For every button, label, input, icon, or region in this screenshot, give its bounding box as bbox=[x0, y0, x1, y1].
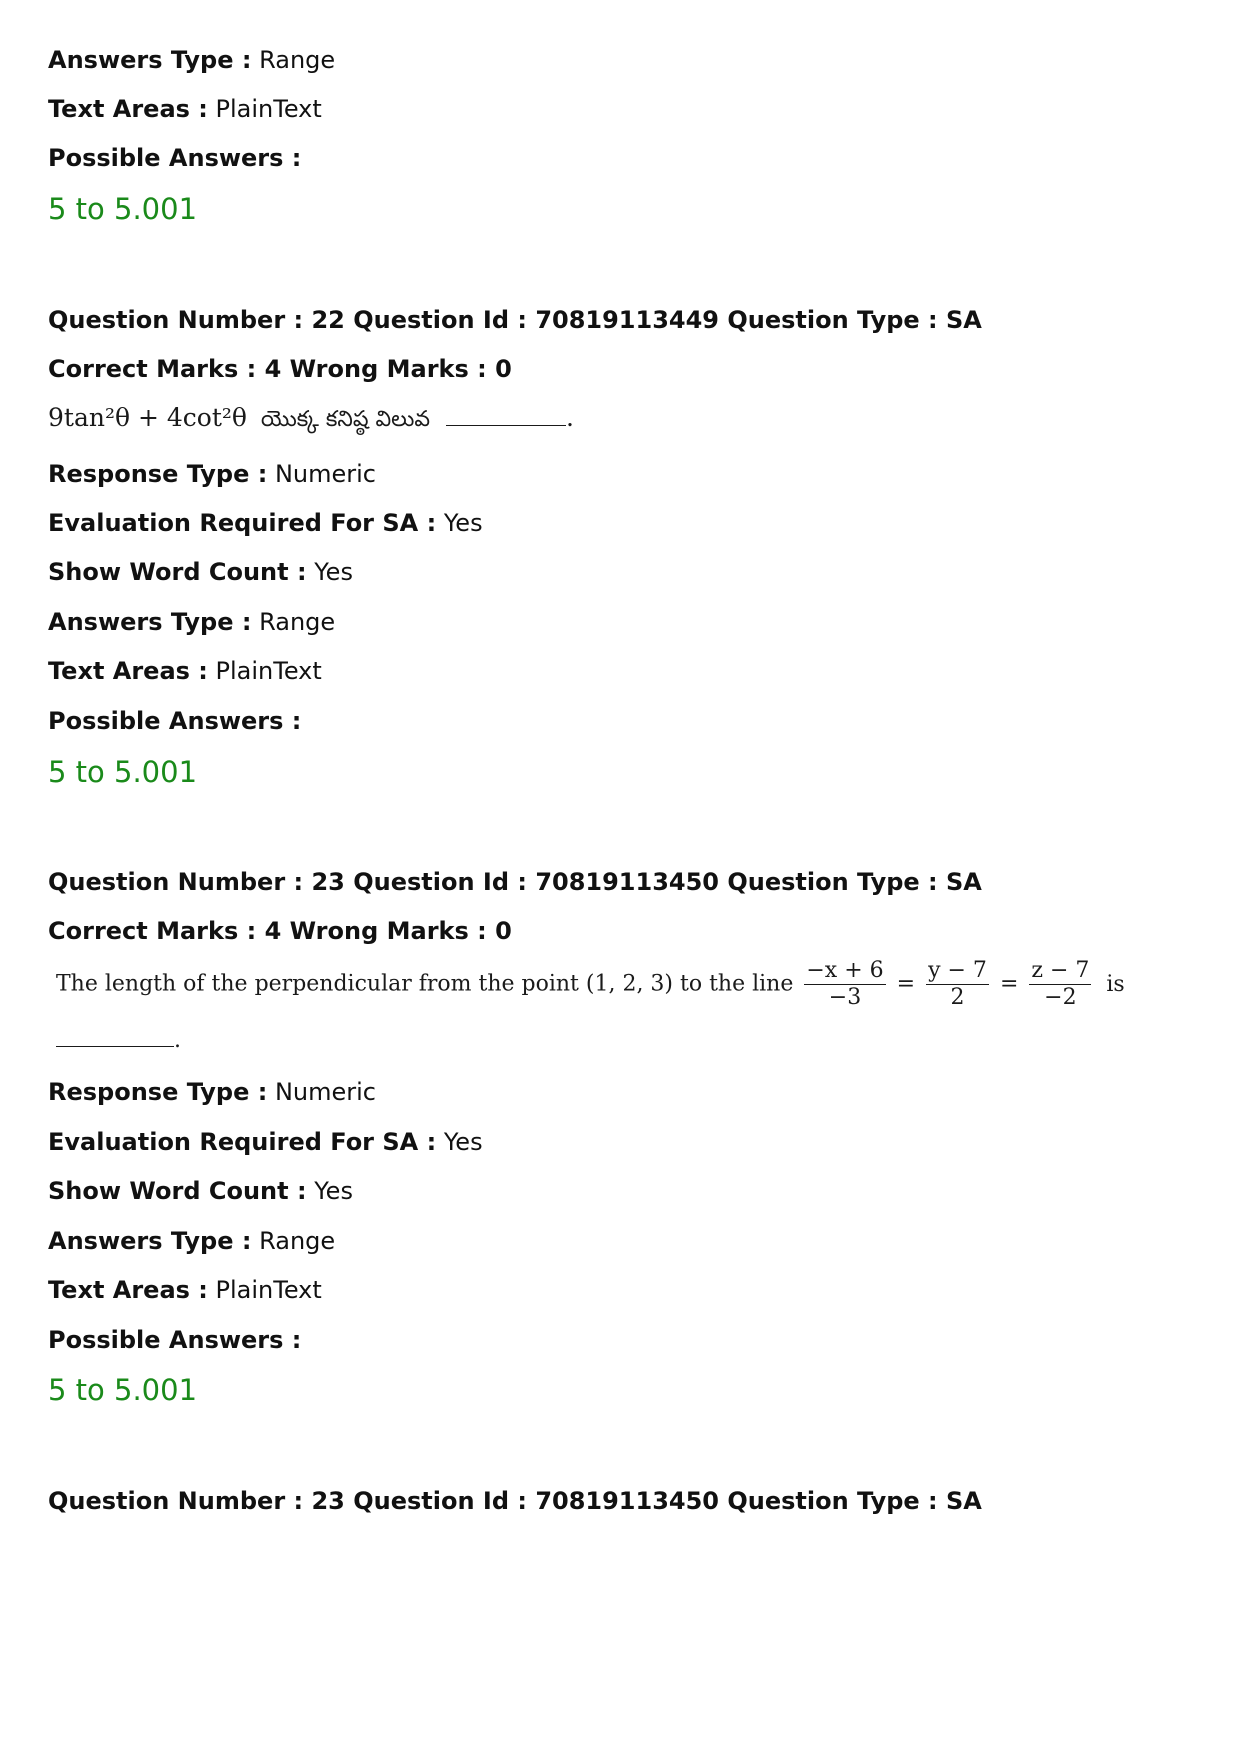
show-word-count-value: Yes bbox=[314, 558, 353, 586]
text-areas-value: PlainText bbox=[215, 1276, 322, 1304]
possible-answers-value: 5 to 5.001 bbox=[48, 755, 198, 789]
evaluation-required-label: Evaluation Required For SA : bbox=[48, 509, 437, 537]
text-areas-label: Text Areas : bbox=[48, 1276, 208, 1304]
text-areas-value: PlainText bbox=[215, 657, 322, 685]
answers-type-label: Answers Type : bbox=[48, 1227, 252, 1255]
response-type-value: Numeric bbox=[274, 460, 376, 488]
text-areas-label: Text Areas : bbox=[48, 95, 208, 123]
fraction-3-denominator: −2 bbox=[1044, 985, 1077, 1010]
answers-type-label: Answers Type : bbox=[48, 608, 252, 636]
question-text: 9tan²θ + 4cot²θ యొక్క కనిష్ఠ విలువ . bbox=[48, 403, 574, 432]
text-areas-row bbox=[48, 1275, 322, 1305]
evaluation-required-value: Yes bbox=[443, 1128, 483, 1156]
text-areas-row bbox=[48, 94, 322, 124]
question-text: The length of the perpendicular from the point (1, 2, 3) to the line $\frac{-x + 6}{-3}$ = $\frac{y - 7}{2}$ = $\frac{z - 7}{-2}$ is bbox=[56, 958, 1125, 1010]
possible-answers-value: 5 to 5.001 bbox=[48, 192, 198, 226]
answer-blank bbox=[56, 1046, 174, 1047]
question-telugu: యొక్క కనిష్ఠ విలువ bbox=[260, 407, 431, 432]
answer-blank bbox=[446, 425, 566, 426]
response-type-row bbox=[48, 1077, 376, 1107]
response-type-label: Response Type : bbox=[48, 460, 268, 488]
show-word-count-row bbox=[48, 557, 353, 587]
fraction-2-denominator: 2 bbox=[950, 985, 965, 1010]
question-header: Question Number : 22 Question Id : 70819113449 Question Type : SA bbox=[48, 306, 982, 334]
evaluation-required-row bbox=[48, 508, 483, 538]
marks-line: Correct Marks : 4 Wrong Marks : 0 bbox=[48, 355, 512, 383]
question-sentence: The length of the perpendicular from the point (1, 2, 3) to the line bbox=[56, 971, 794, 997]
response-type-label: Response Type : bbox=[48, 1078, 268, 1106]
answers-type-row bbox=[48, 607, 335, 637]
answers-type-row bbox=[48, 1226, 335, 1256]
response-type-value: Numeric bbox=[274, 1078, 376, 1106]
marks-line: Correct Marks : 4 Wrong Marks : 0 bbox=[48, 917, 512, 945]
fraction-3-numerator: z − 7 bbox=[1031, 958, 1090, 983]
fraction-1 bbox=[804, 958, 885, 1011]
question-header: Question Number : 23 Question Id : 70819113450 Question Type : SA bbox=[48, 868, 982, 896]
text-areas-value: PlainText bbox=[215, 95, 322, 123]
fraction-1-numerator: −x + 6 bbox=[806, 958, 884, 983]
question-tail: is bbox=[1106, 971, 1125, 997]
answers-type-value: Range bbox=[259, 1227, 336, 1255]
fraction-3 bbox=[1029, 958, 1091, 1011]
possible-answers-label: Possible Answers : bbox=[48, 1326, 302, 1354]
question-math: 9tan²θ + 4cot²θ bbox=[48, 403, 247, 432]
fraction-2 bbox=[926, 958, 989, 1011]
evaluation-required-value: Yes bbox=[443, 509, 483, 537]
text-areas-label: Text Areas : bbox=[48, 657, 208, 685]
possible-answers-label: Possible Answers : bbox=[48, 707, 302, 735]
show-word-count-label: Show Word Count : bbox=[48, 558, 307, 586]
text-areas-row bbox=[48, 656, 322, 686]
show-word-count-value: Yes bbox=[314, 1177, 353, 1205]
show-word-count-row bbox=[48, 1176, 353, 1206]
answers-type-value: Range bbox=[259, 46, 336, 74]
answers-type-label: Answers Type : bbox=[48, 46, 252, 74]
show-word-count-label: Show Word Count : bbox=[48, 1177, 307, 1205]
fraction-1-denominator: −3 bbox=[828, 985, 862, 1010]
possible-answers-value: 5 to 5.001 bbox=[48, 1373, 198, 1407]
answer-blank-line: . bbox=[56, 1026, 181, 1056]
response-type-row bbox=[48, 459, 376, 489]
possible-answers-row bbox=[48, 1325, 301, 1355]
answers-type-value: Range bbox=[259, 608, 336, 636]
evaluation-required-row bbox=[48, 1127, 483, 1157]
question-header: Question Number : 23 Question Id : 70819113450 Question Type : SA bbox=[48, 1487, 982, 1515]
fraction-2-numerator: y − 7 bbox=[928, 958, 987, 983]
possible-answers-row bbox=[48, 143, 301, 173]
answers-type-row bbox=[48, 45, 335, 75]
possible-answers-row bbox=[48, 706, 301, 736]
evaluation-required-label: Evaluation Required For SA : bbox=[48, 1128, 437, 1156]
possible-answers-label: Possible Answers : bbox=[48, 144, 302, 172]
